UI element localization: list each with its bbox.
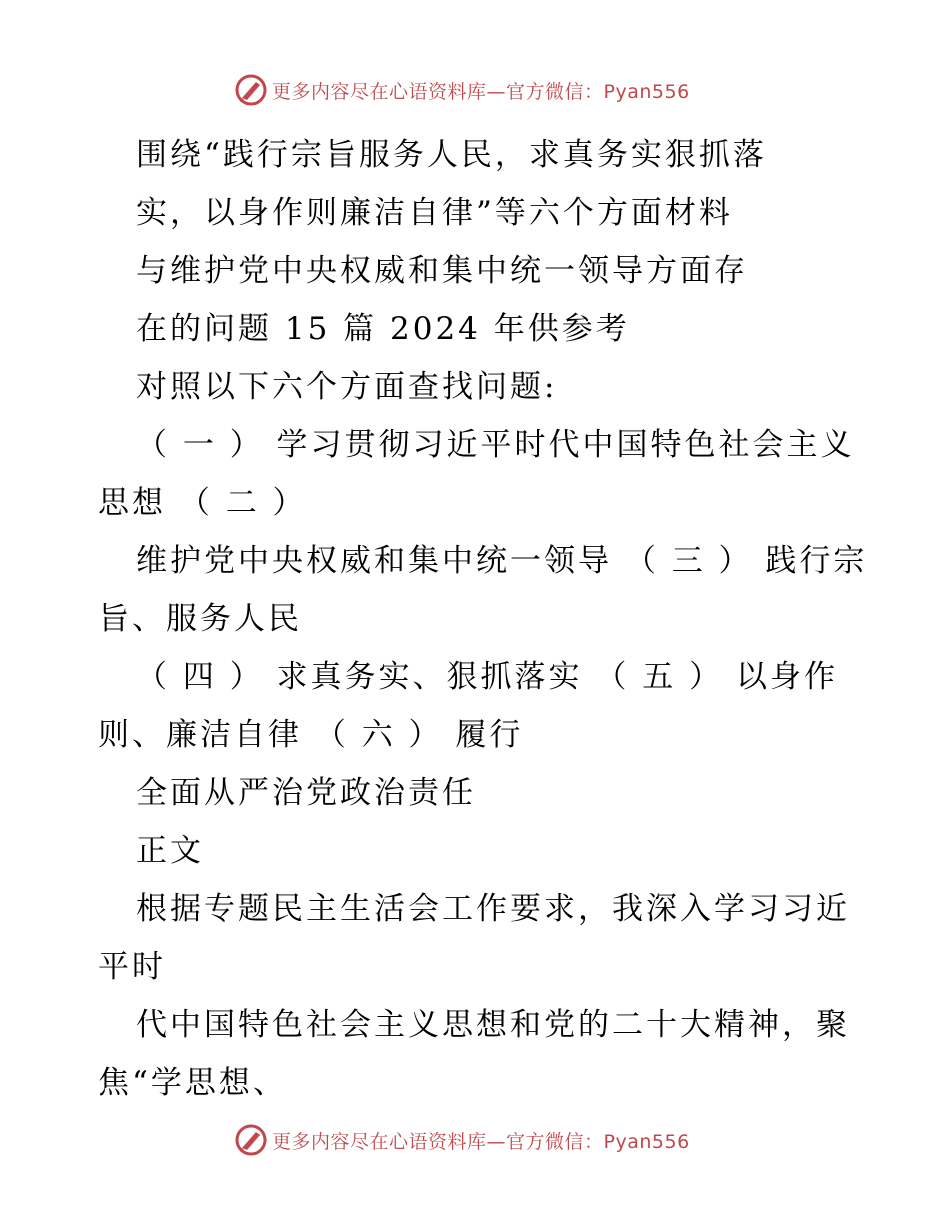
watermark-text: 更多内容尽在心语资料库—官方微信：Pyan556 <box>272 1130 690 1153</box>
pen-logo-icon <box>234 1123 268 1157</box>
text-line: 维护党中央权威和集中统一领导 （ 三 ） 践行宗 <box>136 543 868 579</box>
text-line: 与维护党中央权威和集中统一领导方面存 <box>136 253 748 289</box>
pen-logo-icon <box>234 73 268 107</box>
footer-watermark <box>234 1122 690 1158</box>
text-line: 实，以身作则廉洁自律”等六个方面材料 <box>136 195 733 231</box>
text-line: 围绕“践行宗旨服务人民，求真务实狠抓落 <box>136 137 767 173</box>
text-line: 对照以下六个方面查找问题: <box>136 369 558 405</box>
text-line: 平时 <box>98 949 166 985</box>
text-line: （ 四 ） 求真务实、狠抓落实 （ 五 ） 以身作 <box>136 659 838 695</box>
text-line: 旨、服务人民 <box>98 601 302 637</box>
document-body <box>98 126 868 1112</box>
text-line: （ 一 ） 学习贯彻习近平时代中国特色社会主义 <box>136 427 855 463</box>
header-watermark <box>234 72 690 108</box>
watermark-text: 更多内容尽在心语资料库—官方微信：Pyan556 <box>272 80 690 103</box>
text-line: 根据专题民主生活会工作要求，我深入学习习近 <box>136 891 850 927</box>
text-line: 思想 （ 二 ） <box>98 485 307 521</box>
text-line: 焦“学思想、 <box>98 1065 287 1101</box>
text-line: 则、廉洁自律 （ 六 ） 履行 <box>98 717 524 753</box>
text-line: 代中国特色社会主义思想和党的二十大精神，聚 <box>136 1007 850 1043</box>
text-line: 正文 <box>136 833 204 869</box>
text-line: 全面从严治党政治责任 <box>136 775 476 811</box>
text-line: 在的问题 15 篇 2024 年供参考 <box>136 311 630 347</box>
